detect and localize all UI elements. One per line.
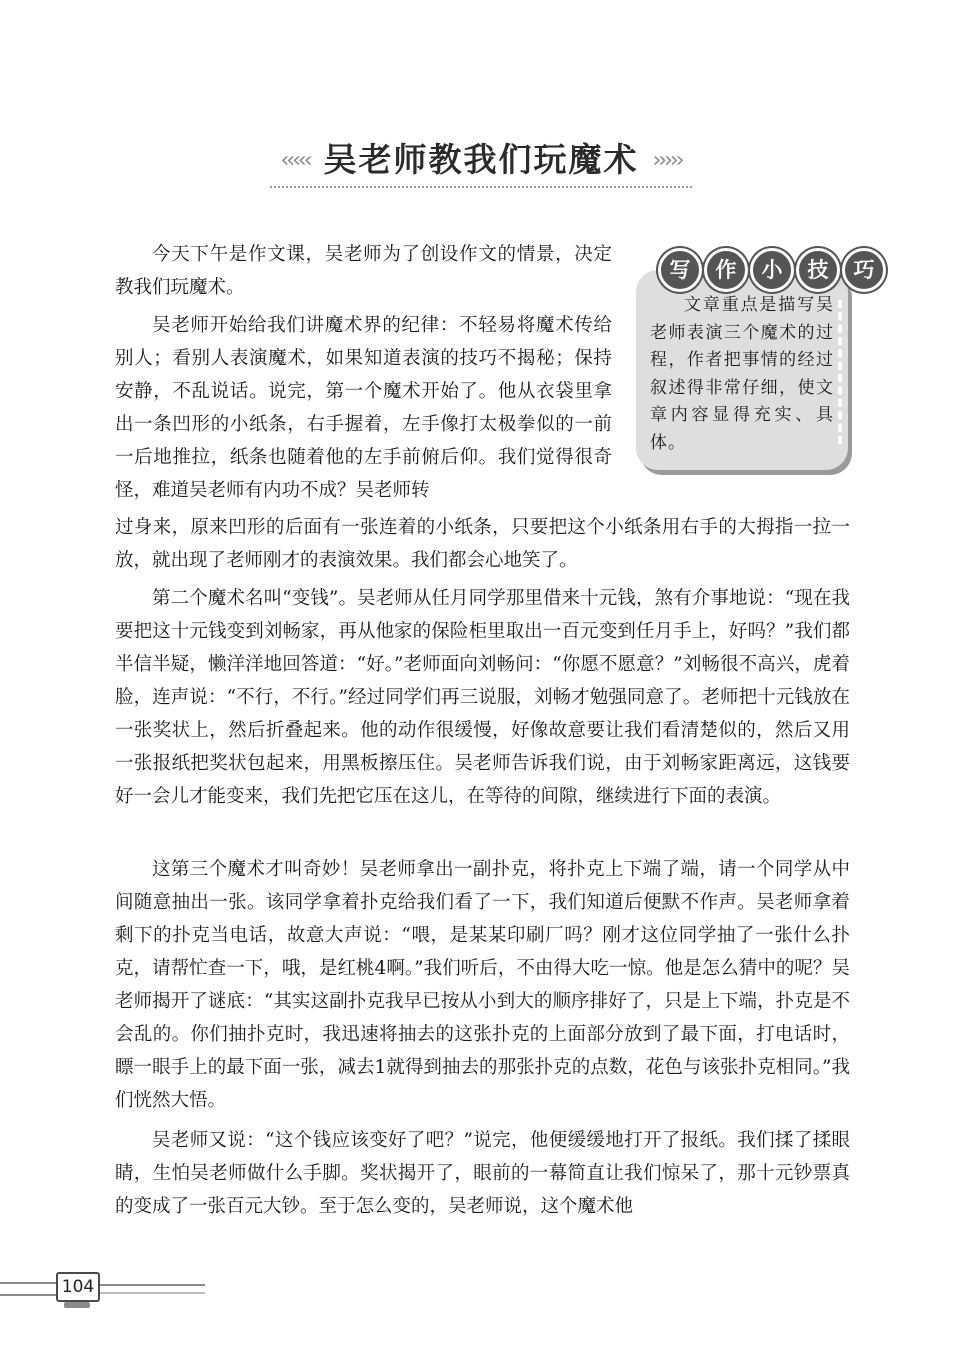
- tips-header-char: 小: [750, 248, 794, 292]
- tips-dashed-stripe: [834, 300, 842, 444]
- writing-tips-box: [636, 258, 875, 470]
- tips-header-char: 作: [704, 248, 748, 292]
- tips-header-char: 写: [658, 248, 702, 292]
- paragraph-2: 吴老师开始给我们讲魔术界的纪律：不轻易将魔术传给别人；看别人表演魔术，如果知道表演的技巧不揭秘；保持安静，不乱说话。说完，第一个魔术开始了。他从衣袋里拿出一条凹形的小纸条，右手握着，左手像打太极拳似的一前一后地推拉，纸条也随着他的左手前俯后仰。我们觉得很奇怪，难道吴老师有内功不成？吴老师转: [115, 315, 612, 501]
- paragraph-5: 吴老师又说：“这个钱应该变好了吧？”说完，他便缓缓地打开了报纸。我们揉了揉眼睛，生怕吴老师做什么手脚。奖状揭开了，眼前的一幕简直让我们惊呆了，那十元钞票真的变成了一张百元大钞。至于怎么变的，吴老师说，这个魔术他: [115, 1130, 850, 1217]
- tips-header-char: 技: [796, 248, 840, 292]
- page-footer: [0, 1270, 230, 1320]
- footer-rule-right: [100, 1284, 205, 1294]
- footer-rule-left: [0, 1282, 56, 1296]
- paragraph-4: 这第三个魔术才叫奇妙！吴老师拿出一副扑克，将扑克上下端了端，请一个同学从中间随意抽出一张。该同学拿着扑克给我们看了一下，我们知道后便默不作声。吴老师拿着剩下的扑克当电话，故意大声说：“喂，是某某印刷厂吗？刚才这位同学抽了一张什么扑克，请帮忙查一下，哦，是红桃4啊。”我们听后，不由得大吃一惊。他是怎么猜中的呢？吴老师揭开了谜底：“其实这副扑克我早已按从小到大的顺序排好了，只是上下端，扑克是不会乱的。你们抽扑克时，我迅速将抽去的这张扑克的上面部分放到了最下面，打电话时，瞟一眼手上的最下面一张，减去1就得到抽去的那张扑克的点数，花色与该张扑克相同。”我们恍然大悟。: [115, 859, 850, 1111]
- left-chevron-decoration: ‹‹‹‹‹: [280, 147, 310, 173]
- page-title: 吴老师教我们玩魔术: [323, 140, 639, 179]
- title-block: [248, 140, 714, 190]
- tips-header-char: 巧: [842, 248, 886, 292]
- paragraph-2-continued: 过身来，原来凹形的后面有一张连着的小纸条，只要把这个小纸条用右手的大拇指一拉一放，就出现了老师刚才的表演效果。我们都会心地笑了。: [115, 517, 850, 571]
- paragraph-1: 今天下午是作文课，吴老师为了创设作文的情景，决定教我们玩魔术。: [115, 244, 612, 298]
- monitor-stand-icon: [64, 1302, 90, 1308]
- paragraph-3: 第二个魔术名叫“变钱”。吴老师从任月同学那里借来十元钱，煞有介事地说：“现在我要把这十元钱变到刘畅家，再从他家的保险柜里取出一百元变到任月手上，好吗？”我们都半信半疑，懒洋洋地回答道：“好。”老师面向刘畅问：“你愿不愿意？”刘畅很不高兴，虎着脸，连声说：“不行，不行。”经过同学们再三说服，刘畅才勉强同意了。老师把十元钱放在一张奖状上，然后折叠起来。他的动作很缓慢，好像故意要让我们看清楚似的，然后又用一张报纸把奖状包起来，用黑板擦压住。吴老师告诉我们说，由于刘畅家距离远，这钱要好一会儿才能变来，我们先把它压在这儿，在等待的间隙，继续进行下面的表演。: [115, 588, 850, 807]
- title-dotted-underline: [270, 186, 692, 188]
- writing-tips-text: 文章重点是描写吴老师表演三个魔术的过程，作者把事情的经过叙述得非常仔细，使文章内容显得充实、具体。: [650, 295, 834, 453]
- writing-tips-header: [658, 248, 886, 292]
- right-chevron-decoration: ›››››: [652, 147, 682, 173]
- page-number: 104: [56, 1272, 100, 1302]
